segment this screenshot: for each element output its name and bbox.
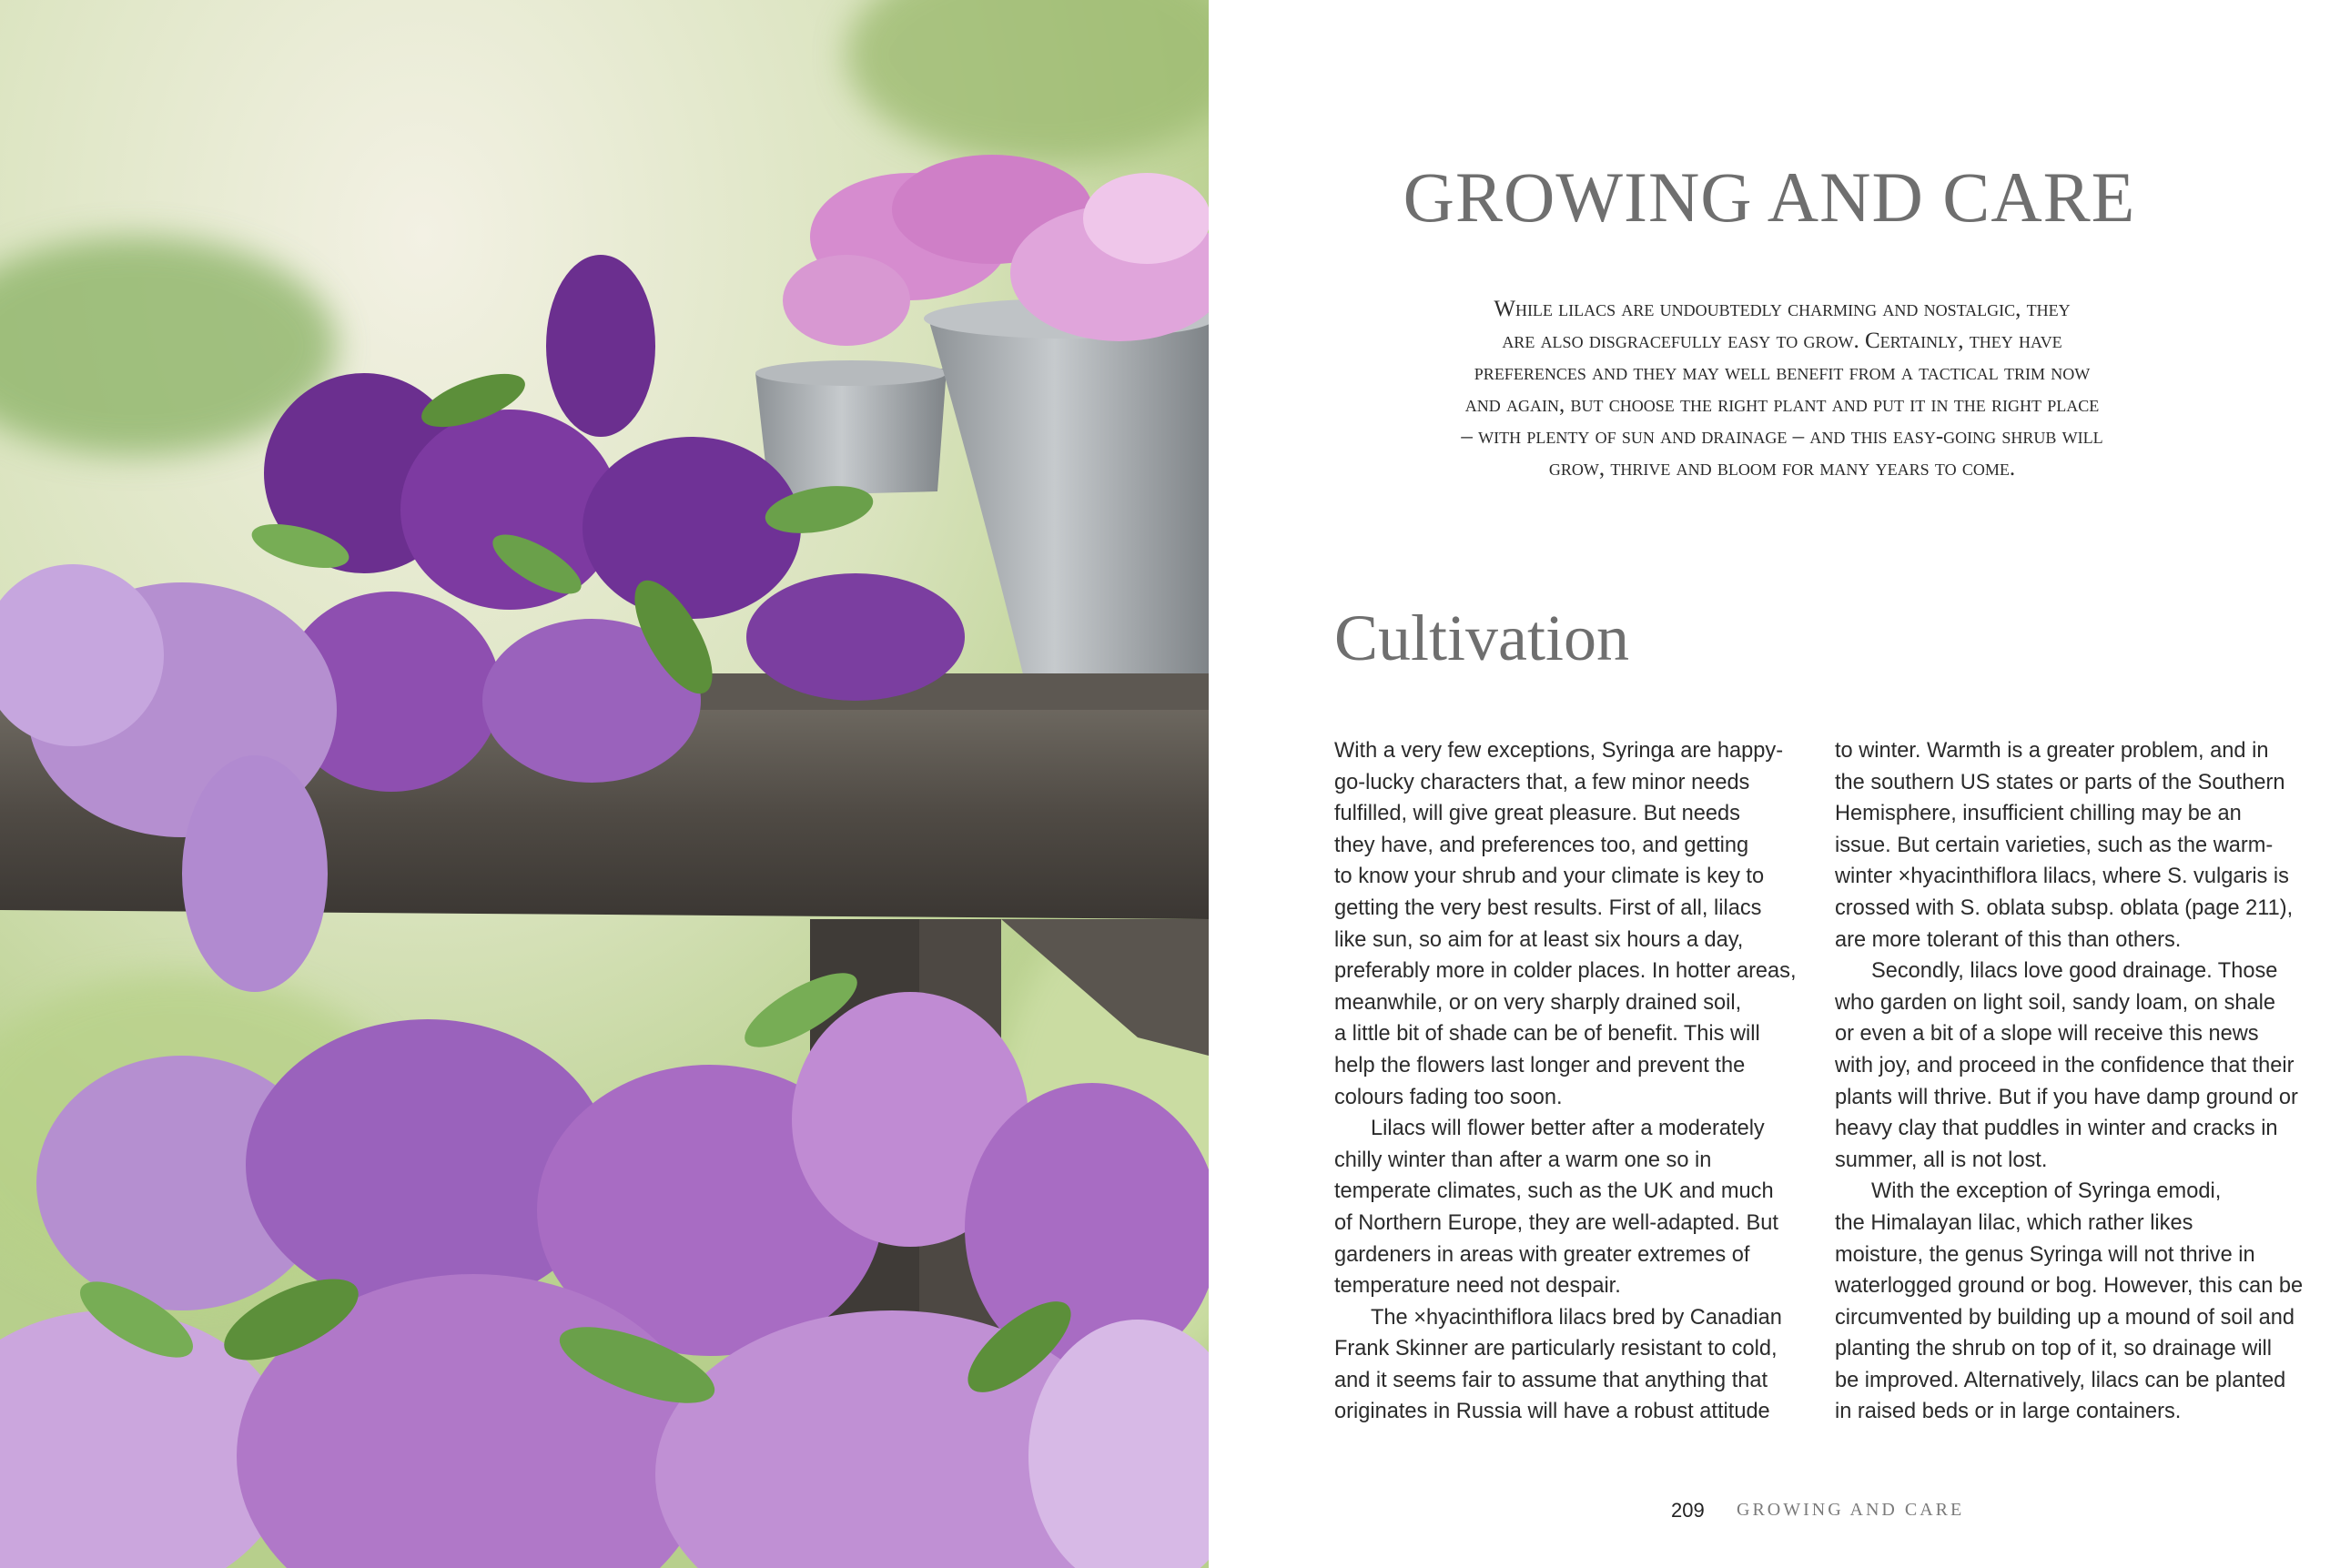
text-line: temperature need not despair.	[1334, 1274, 1621, 1299]
text-line: originates in Russia will have a robust attitude	[1334, 1400, 1770, 1424]
text-line: With the exception of Syringa emodi,	[1871, 1179, 2222, 1204]
intro-line: grow, thrive and bloom for many years to come.	[1548, 456, 2016, 481]
paragraph	[1334, 1302, 1826, 1428]
text-line: a little bit of shade can be of benefit. This will	[1334, 1022, 1760, 1047]
text-line: heavy clay that puddles in winter and cracks in	[1835, 1117, 2278, 1141]
text-line: plants will thrive. But if you have damp ground or	[1835, 1085, 2298, 1109]
text-page	[1209, 0, 2330, 1568]
text-line: The ×hyacinthiflora lilacs bred by Canadian	[1371, 1305, 1782, 1330]
text-line: be improved. Alternatively, lilacs can be planted	[1835, 1368, 2286, 1392]
text-line: like sun, so aim for at least six hours a day,	[1334, 927, 1744, 952]
paragraph	[1835, 956, 2326, 1176]
text-line: the Himalayan lilac, which rather likes	[1835, 1210, 2193, 1235]
bucket-back	[755, 360, 947, 496]
text-column-right	[1835, 735, 2326, 1428]
text-line: colours fading too soon.	[1334, 1085, 1563, 1109]
page-number: 209	[1671, 1499, 1705, 1522]
page-title: GROWING AND CARE	[1403, 157, 2136, 237]
intro-line: preferences and they may well benefit from a tactical trim now	[1474, 360, 2091, 385]
text-line: getting the very best results. First of all, lilacs	[1334, 895, 1762, 920]
text-column-left	[1334, 735, 1826, 1428]
text-line: the southern US states or parts of the Southern	[1835, 770, 2285, 794]
text-line: planting the shrub on top of it, so drainage will	[1835, 1337, 2273, 1361]
text-line: Secondly, lilacs love good drainage. Those	[1871, 959, 2278, 984]
text-line: they have, and preferences too, and getting	[1334, 833, 1749, 857]
text-line: fulfilled, will give great pleasure. But needs	[1334, 802, 1740, 826]
intro-line: and again, but choose the right plant and put it in the right place	[1464, 392, 2100, 417]
text-line: who garden on light soil, sandy loam, on shale	[1835, 990, 2275, 1015]
text-line: go-lucky characters that, a few minor needs	[1334, 770, 1750, 794]
text-line: preferably more in colder places. In hotter areas,	[1334, 959, 1797, 984]
text-line: with joy, and proceed in the confidence that their	[1835, 1053, 2295, 1077]
text-line: crossed with S. oblata subsp. oblata (page 211),	[1835, 895, 2294, 920]
intro-paragraph	[1391, 293, 2173, 484]
intro-line: – with plenty of sun and drainage – and this easy-going shrub will	[1461, 424, 2103, 449]
text-line: and it seems fair to assume that anything that	[1334, 1368, 1768, 1392]
text-line: With a very few exceptions, Syringa are happy-	[1334, 739, 1784, 763]
text-line: summer, all is not lost.	[1835, 1148, 2048, 1172]
text-line: Hemisphere, insufficient chilling may be an	[1835, 802, 2242, 826]
section-heading: Cultivation	[1334, 602, 1629, 674]
text-line: help the flowers last longer and prevent the	[1334, 1053, 1746, 1077]
paragraph	[1334, 1113, 1826, 1302]
paragraph	[1835, 1176, 2326, 1428]
text-line: waterlogged ground or bog. However, this can be	[1835, 1274, 2304, 1299]
text-line: issue. But certain varieties, such as the warm-	[1835, 833, 2274, 857]
text-line: Frank Skinner are particularly resistant to cold,	[1334, 1337, 1778, 1361]
text-line: or even a bit of a slope will receive this news	[1835, 1022, 2259, 1047]
text-line: in raised beds or in large containers.	[1835, 1400, 2182, 1424]
text-line: gardeners in areas with greater extremes of	[1334, 1242, 1750, 1267]
intro-line: While lilacs are undoubtedly charming and nostalgic, they	[1494, 297, 2071, 321]
text-line: of Northern Europe, they are well-adapted. But	[1334, 1210, 1778, 1235]
running-head: GROWING AND CARE	[1737, 1500, 1965, 1520]
text-line: to know your shrub and your climate is key to	[1334, 865, 1765, 889]
text-line: Lilacs will flower better after a moderately	[1371, 1117, 1765, 1141]
text-line: chilly winter than after a warm one so in	[1334, 1148, 1712, 1172]
text-line: to winter. Warmth is a greater problem, and in	[1835, 739, 2269, 763]
intro-line: are also disgracefully easy to grow. Certainly, they have	[1502, 329, 2062, 353]
text-line: are more tolerant of this than others.	[1835, 927, 2182, 952]
text-line: circumvented by building up a mound of soil and	[1835, 1305, 2295, 1330]
text-line: temperate climates, such as the UK and much	[1334, 1179, 1774, 1204]
paragraph	[1835, 735, 2326, 956]
paragraph	[1334, 735, 1826, 1113]
text-line: moisture, the genus Syringa will not thrive in	[1835, 1242, 2255, 1267]
text-line: meanwhile, or on very sharply drained soil,	[1334, 990, 1742, 1015]
text-line: winter ×hyacinthiflora lilacs, where S. vulgaris is	[1835, 865, 2289, 889]
